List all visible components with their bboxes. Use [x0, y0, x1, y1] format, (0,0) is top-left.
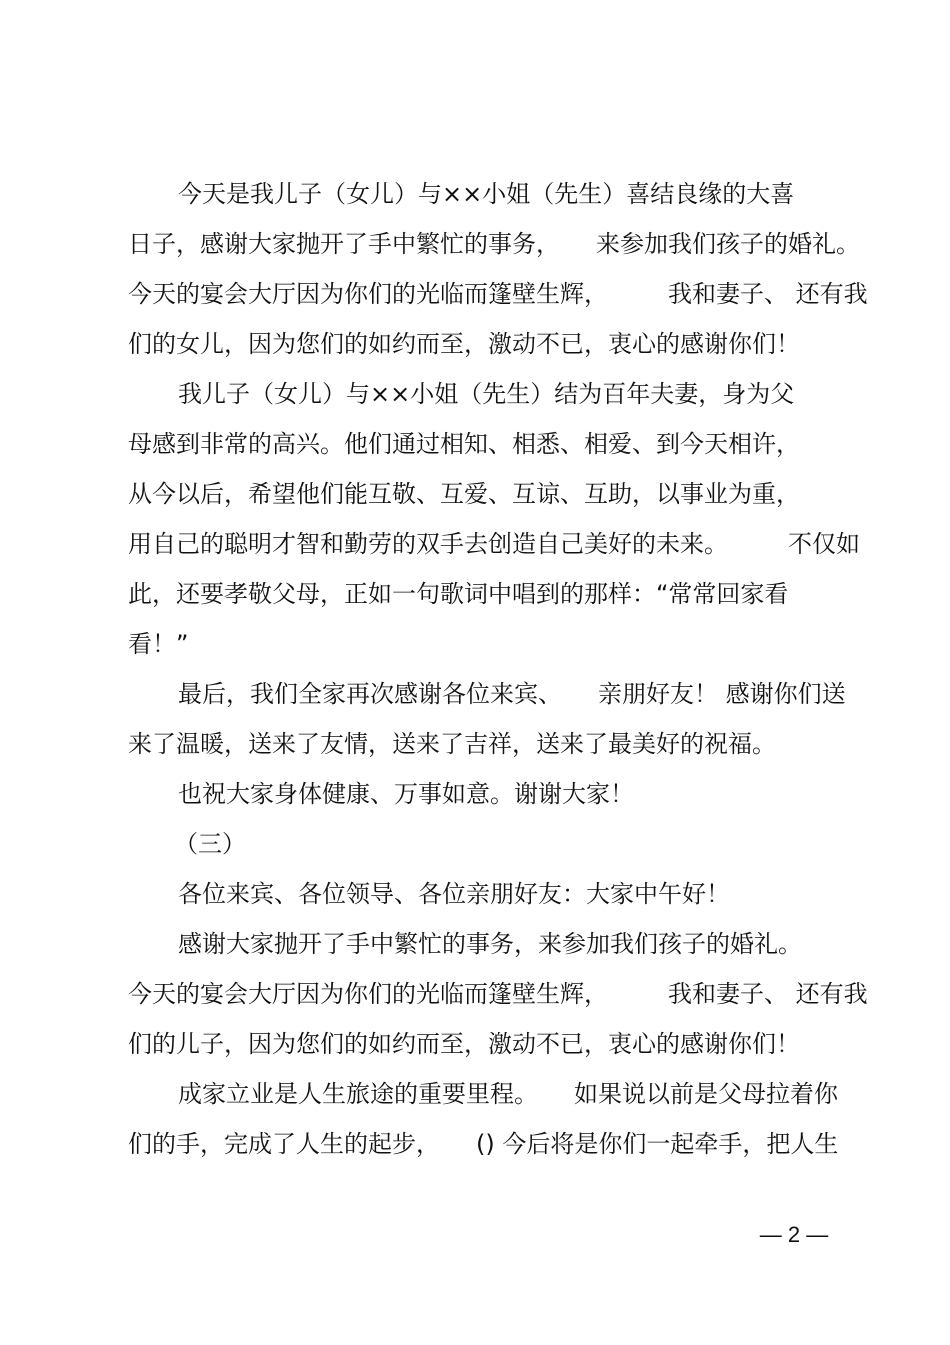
section-heading: （三）	[174, 830, 246, 858]
paragraph-line-3: 今天的宴会大厅因为你们的光临而篷壁生辉， 我和妻子、 还有我	[128, 280, 868, 308]
paragraph-line-11: 最后，我们全家再次感谢各位来宾、 亲朋好友！ 感谢你们送	[178, 680, 846, 708]
paragraph-line-8: 用自己的聪明才智和勤劳的双手去创造自己美好的未来。 不仅如	[128, 530, 860, 558]
paragraph-line-9: 此，还要孝敬父母，正如一句歌词中唱到的那样：“常常回家看	[128, 580, 789, 608]
paragraph-line-13: 也祝大家身体健康、万事如意。谢谢大家！	[178, 780, 634, 808]
paragraph-line-20: 们的手，完成了人生的起步， () 今后将是你们一起牵手，把人生	[128, 1130, 839, 1158]
paragraph-line-16: 感谢大家抛开了手中繁忙的事务，来参加我们孩子的婚礼。	[178, 930, 802, 958]
paragraph-line-1: 今天是我儿子（女儿）与××小姐（先生）喜结良缘的大喜	[178, 180, 795, 208]
paragraph-line-2: 日子，感谢大家抛开了手中繁忙的事务， 来参加我们孩子的婚礼。	[128, 230, 860, 258]
paragraph-line-19: 成家立业是人生旅途的重要里程。 如果说以前是父母拉着你	[178, 1080, 838, 1108]
paragraph-line-12: 来了温暖，送来了友情，送来了吉祥，送来了最美好的祝福。	[128, 730, 776, 758]
paragraph-line-4: 们的女儿，因为您们的如约而至，激动不已，衷心的感谢你们！	[128, 330, 800, 358]
page-number: — 2 —	[759, 1222, 829, 1247]
paragraph-line-5: 我儿子（女儿）与××小姐（先生）结为百年夫妻，身为父	[178, 380, 795, 408]
paragraph-line-15: 各位来宾、各位领导、各位亲朋好友：大家中午好！	[178, 880, 730, 908]
paragraph-line-7: 从今以后，希望他们能互敬、互爱、互谅、互助，以事业为重，	[128, 480, 800, 508]
paragraph-line-17: 今天的宴会大厅因为你们的光临而篷壁生辉， 我和妻子、 还有我	[128, 980, 868, 1008]
paragraph-line-10: 看！”	[128, 630, 189, 658]
paragraph-line-6: 母感到非常的高兴。他们通过相知、相悉、相爱、到今天相许，	[128, 430, 800, 458]
paragraph-line-18: 们的儿子，因为您们的如约而至，激动不已，衷心的感谢你们！	[128, 1030, 800, 1058]
